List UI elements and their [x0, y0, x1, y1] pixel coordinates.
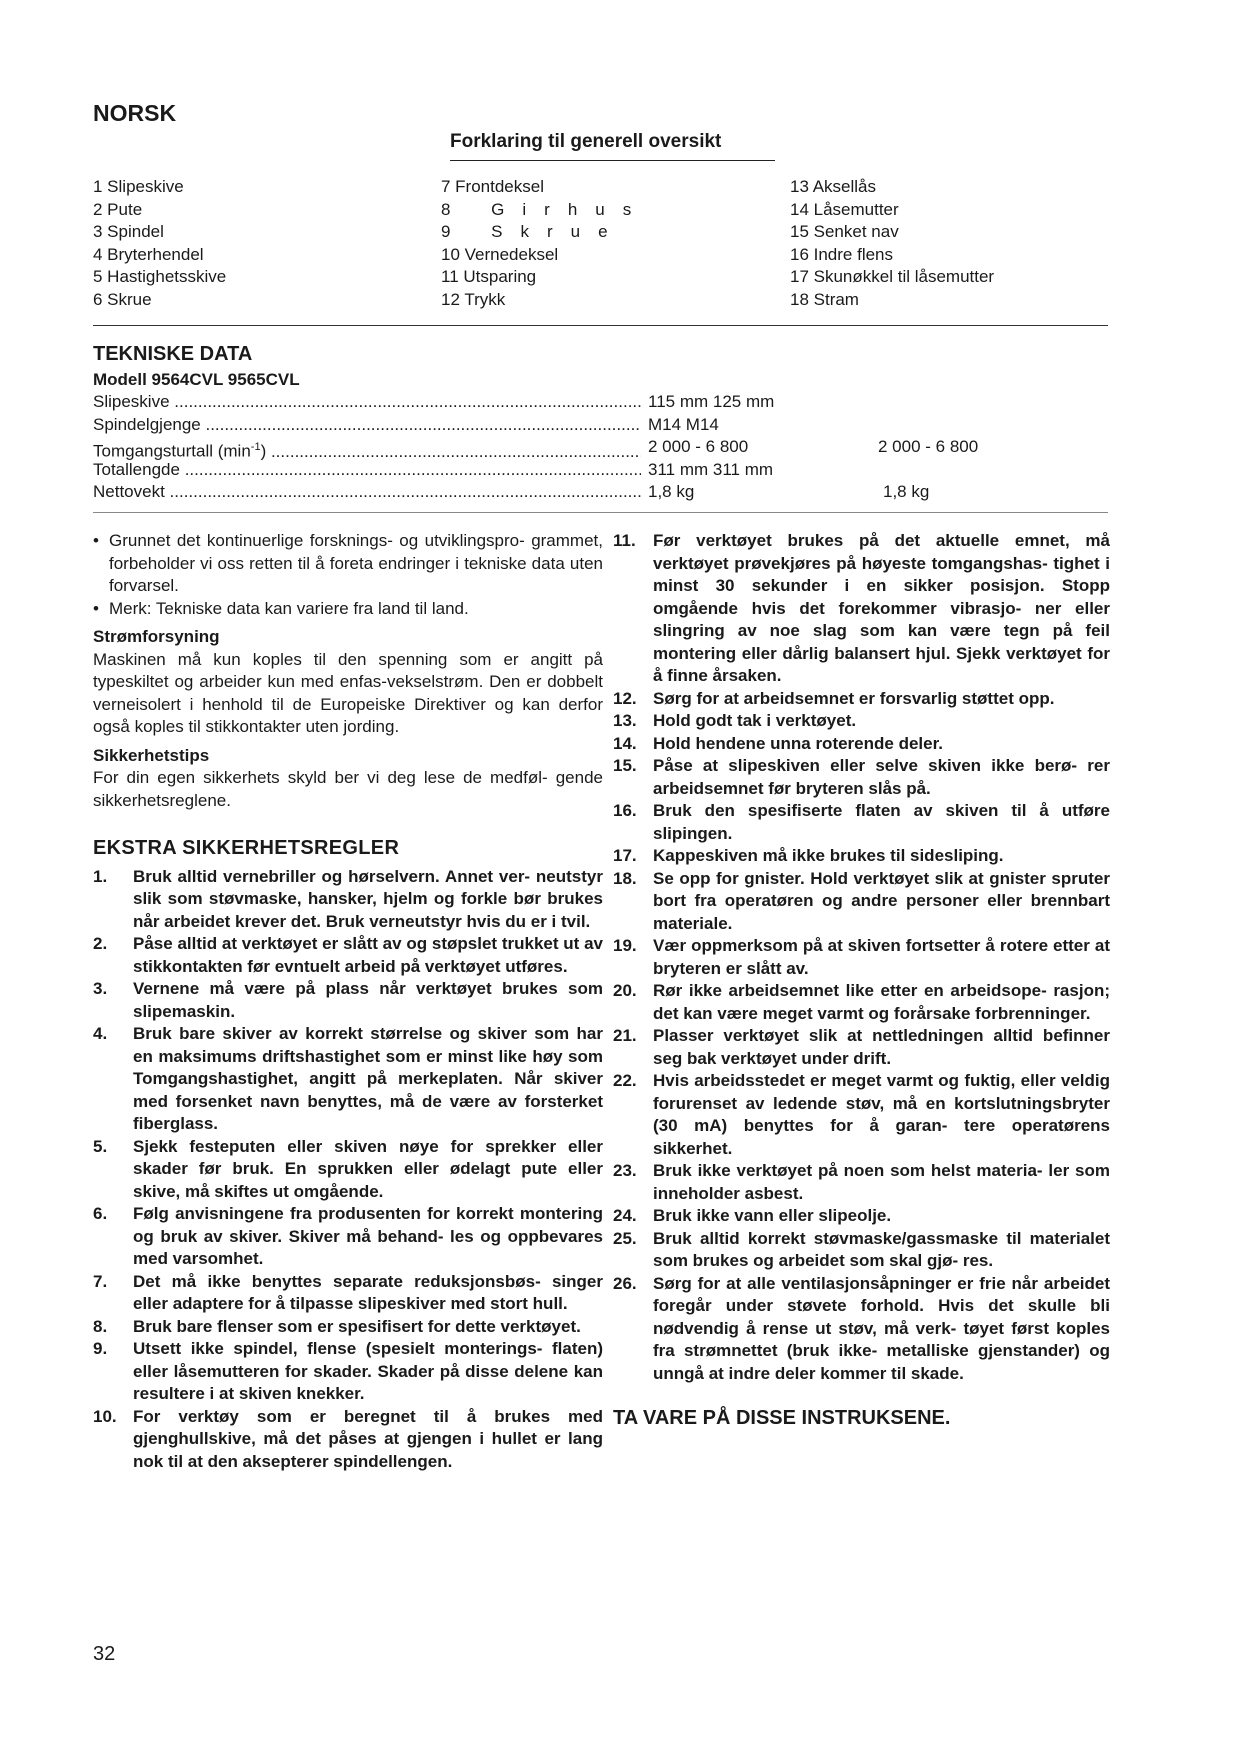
power-heading: Strømforsyning	[93, 627, 220, 646]
list-item: 18 Stram	[790, 289, 859, 309]
list-item: 14 Låsemutter	[790, 199, 899, 219]
rule-number: 15.	[613, 756, 637, 775]
spec-value: 115 mm 125 mm	[648, 392, 775, 411]
rule-text: Bruk alltid vernebriller og hørselvern. Annet ver- neutstyr slik som støvmaske, hansker, hjelm og forkle bør brukes når arbeidet krever det. Bruk verneutstyr hvis du er i tvil.	[133, 866, 603, 931]
model-line: Modell 9564CVL 9565CVL	[93, 370, 300, 389]
rule-item	[613, 845, 1110, 868]
parts-column-3	[790, 176, 994, 311]
rule-item	[93, 933, 603, 978]
rule-item	[613, 530, 1110, 688]
list-item: 16 Indre flens	[790, 244, 894, 264]
rule-number: 26.	[613, 1273, 637, 1293]
list-item: 1 Slipeskive	[93, 177, 184, 196]
extra-rules-heading: EKSTRA SIKKERHETSREGLER	[93, 837, 400, 859]
list-item: 3 Spindel	[93, 222, 164, 241]
rule-item	[613, 1273, 1110, 1386]
rule-item	[93, 978, 603, 1023]
rule-item	[613, 800, 1110, 845]
rule-item	[613, 1025, 1110, 1070]
list-item: 4 Bryterhendel	[93, 244, 204, 264]
list-item: 10 Vernedeksel	[441, 244, 559, 264]
spec-value-2: 2 000 - 6 800	[878, 437, 979, 456]
list-item: 5 Hastighetsskive	[93, 267, 227, 286]
rule-number: 20.	[613, 981, 637, 1000]
rule-number: 9.	[93, 1339, 108, 1358]
rule-number: 13.	[613, 711, 637, 730]
spec-label-end: )	[260, 441, 267, 461]
rule-number: 8.	[93, 1316, 108, 1336]
spec-label: Totallengde .....	[93, 459, 641, 482]
language-heading: NORSK	[93, 100, 177, 126]
rule-text: Bruk bare flenser som er spesifisert for dette verktøyet.	[133, 1316, 581, 1336]
rule-text: Utsett ikke spindel, flense (spesielt monterings- flaten) eller låsemutteren for skader. Skader på disse delene kan resultere i at skiven knekker.	[133, 1339, 603, 1403]
list-item: 17 Skunøkkel til låsemutter	[790, 267, 995, 286]
rule-number: 7.	[93, 1271, 108, 1291]
parts-column-2	[441, 176, 649, 311]
rule-number: 2.	[93, 934, 108, 953]
rule-item	[93, 1316, 603, 1339]
rule-text: Hvis arbeidsstedet er meget varmt og fuktig, eller veldig forurenset av ledende støv, må en kortslutningsbryter (30 mA) benyttes for å garan- tere operatørens sikkerhet.	[653, 1071, 1110, 1158]
rule-text: Bruk ikke vann eller slipeolje.	[653, 1206, 892, 1225]
rule-number: 22.	[613, 1071, 637, 1090]
rule-text: Vær oppmerksom på at skiven fortsetter å rotere etter at bryteren er slått av.	[653, 936, 1110, 978]
spec-label: Spindelgjenge .....	[93, 414, 641, 437]
tech-data-heading: TEKNISKE DATA	[93, 343, 253, 365]
rule-text: Før verktøyet brukes på det aktuelle emnet, må verktøyet prøvekjøres på høyeste tomgangshas- tighet i minst 30 sekunder i en sikker posisjon. Stopp omgående hvis det forekommer vibrasjo- ner eller slingring av noe slag som kan være tegn på feil montering eller dårlig balansert hjul. Sjekk verktøyet for å finne årsaken.	[653, 531, 1110, 685]
list-item: 2 Pute	[93, 199, 143, 219]
parts-column-1	[93, 176, 226, 311]
spec-value: M14 M14	[648, 414, 719, 434]
rule-text: Påse alltid at verktøyet er slått av og støpslet trukket ut av stikkontakten før evntuelt arbeid på verktøyet utføres.	[133, 934, 603, 976]
rule-item	[613, 1205, 1110, 1228]
rule-text: Plasser verktøyet slik at nettledningen alltid befinner seg bak verktøyet under drift.	[653, 1026, 1110, 1068]
spec-label-text: Tomgangsturtall (min	[93, 441, 251, 461]
left-column	[93, 530, 603, 1473]
safety-heading: Sikkerhetstips	[93, 745, 210, 765]
rule-text: Kappeskiven må ikke brukes til sidesliping.	[653, 846, 1004, 865]
rule-item	[613, 1160, 1110, 1205]
rule-item	[613, 980, 1110, 1025]
rule-number: 19.	[613, 936, 637, 955]
rule-text: Vernene må være på plass når verktøyet brukes som slipemaskin.	[133, 979, 603, 1021]
rule-item	[613, 1228, 1110, 1273]
rule-number: 16.	[613, 801, 637, 820]
rule-item	[613, 710, 1110, 733]
spec-label: Slipeskive .....	[93, 391, 641, 414]
rule-text: Se opp for gnister. Hold verktøyet slik at gnister spruter bort fra operatøren og andre personer eller brennbart materiale.	[653, 868, 1110, 933]
list-item: 13 Aksellås	[790, 177, 876, 196]
rule-item	[93, 1023, 603, 1136]
rule-text: Bruk ikke verktøyet på noen som helst materia- ler som inneholder asbest.	[653, 1161, 1110, 1203]
rule-number: 12.	[613, 688, 637, 708]
section-divider	[93, 512, 1108, 513]
rule-text: Sjekk festeputen eller skiven nøye for sprekker eller skader før bruk. En sprukken eller ødelagt pute eller skive, må skiftes ut omgående.	[133, 1136, 603, 1201]
list-item: 7 Frontdeksel	[441, 177, 544, 196]
rule-number: 14.	[613, 733, 637, 753]
section-divider	[93, 325, 1108, 326]
rule-number: 3.	[93, 979, 108, 998]
rule-item	[93, 1406, 603, 1474]
rule-text: Sørg for at alle ventilasjonsåpninger er frie når arbeidet foregår under støvete forhold. Hvis det skulle bli nødvendig å rense ut støv, må verk- tøyet først koples fra strømnettet (bruk ikke- metalliske gjenstander) og unngå at indre deler kommer til skade.	[653, 1273, 1110, 1383]
right-column	[613, 530, 1110, 1430]
rule-number: 17.	[613, 846, 637, 865]
title-underline	[450, 160, 775, 161]
rule-number: 4.	[93, 1024, 108, 1043]
rule-number: 24.	[613, 1206, 637, 1225]
list-item: 8 Girhus	[441, 199, 650, 219]
spec-value-2: 1,8 kg	[883, 482, 930, 501]
rule-number: 21.	[613, 1026, 637, 1045]
rule-number: 10.	[93, 1406, 117, 1426]
rule-item	[613, 868, 1110, 936]
list-item: 9 Skrue	[441, 222, 626, 241]
page-number: 32	[93, 1643, 116, 1665]
rule-text: Hold hendene unna roterende deler.	[653, 733, 943, 753]
bullet-item: • Merk: Tekniske data kan variere fra land til land.	[93, 598, 603, 621]
rule-text: Bruk den spesifiserte flaten av skiven til å utføre slipingen.	[653, 801, 1110, 843]
list-item: 15 Senket nav	[790, 222, 899, 241]
rule-item	[613, 1070, 1110, 1160]
rule-number: 11.	[613, 531, 636, 550]
rule-number: 6.	[93, 1204, 108, 1223]
power-text: Maskinen må kun koples til den spenning som er angitt på typeskiltet og arbeider kun med enfas-vekselstrøm. Den er dobbelt verneisolert i henhold til de Europeiske Direktiver og kan derfor også koples til stikkontakter uten jording.	[93, 649, 603, 736]
spec-label: Nettovekt .....	[93, 481, 641, 504]
rule-number: 5.	[93, 1136, 108, 1156]
list-item: 12 Trykk	[441, 289, 506, 309]
rule-text: Bruk alltid korrekt støvmaske/gassmaske til materialet som brukes og arbeidet som skal gjø- res.	[653, 1228, 1110, 1270]
rule-text: Hold godt tak i verktøyet.	[653, 711, 857, 730]
spec-value: 2 000 - 6 800	[648, 437, 749, 456]
rule-text: Det må ikke benyttes separate reduksjonsbøs- singer eller adaptere for å tilpasse slipeskiver med stort hull.	[133, 1271, 603, 1313]
rule-text: Påse at slipeskiven eller selve skiven ikke berø- rer arbeidsemnet før bryteren slås på.	[653, 756, 1110, 798]
bullet-item: • Grunnet det kontinuerlige forsknings- og utviklingspro- grammet, forbeholder vi oss retten til å foreta endringer i tekniske data uten forvarsel.	[93, 530, 603, 598]
rule-item	[93, 1203, 603, 1271]
rule-item	[613, 935, 1110, 980]
rule-number: 1.	[93, 866, 108, 886]
rule-item	[93, 1271, 603, 1316]
closing-heading: TA VARE PÅ DISSE INSTRUKSENE.	[613, 1407, 951, 1429]
rule-item	[613, 733, 1110, 756]
spec-value: 311 mm 311 mm	[648, 459, 774, 479]
list-item: 6 Skrue	[93, 289, 152, 309]
rule-text: Sørg for at arbeidsemnet er forsvarlig støttet opp.	[653, 688, 1055, 708]
rule-item	[613, 755, 1110, 800]
safety-text: For din egen sikkerhets skyld ber vi deg lese de medføl- gende sikkerhetsreglene.	[93, 768, 603, 810]
overview-title: Forklaring til generell oversikt	[450, 131, 722, 152]
rule-text: Rør ikke arbeidsemnet like etter en arbeidsope- rasjon; det kan være meget varmt og forårsake forbrenninger.	[653, 981, 1110, 1023]
rule-number: 18.	[613, 868, 637, 888]
rule-text: Følg anvisningene fra produsenten for korrekt montering og bruk av skiver. Skiver må behand- les og oppbevares med varsomhet.	[133, 1204, 603, 1268]
rule-item	[613, 688, 1110, 711]
rule-text: Bruk bare skiver av korrekt størrelse og skiver som har en maksimums driftshastighet som er minst like høy som Tomgangshastighet, angitt på merkeplaten. Når skiver med forsenket navn benyttes, må de være av forsterket fiberglass.	[133, 1024, 603, 1133]
rule-item	[93, 1136, 603, 1204]
spec-label-sup: -1	[250, 441, 261, 453]
rule-item	[93, 866, 603, 934]
rule-item	[93, 1338, 603, 1406]
rule-number: 23.	[613, 1161, 637, 1180]
rule-text: For verktøy som er beregnet til å brukes med gjenghullskive, må det påses at gjengen i hullet er lang nok til at den aksepterer spindellengen.	[133, 1406, 603, 1471]
spec-value: 1,8 kg	[648, 482, 695, 501]
rule-number: 25.	[613, 1228, 637, 1248]
list-item: 11 Utsparing	[441, 267, 537, 286]
